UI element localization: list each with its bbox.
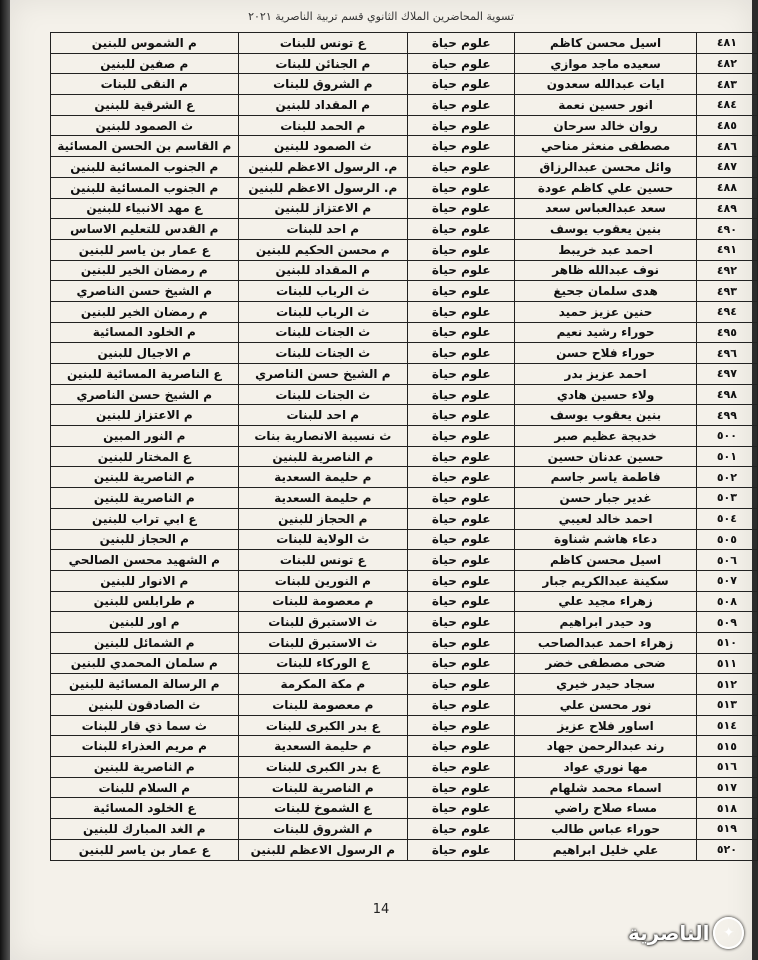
specialization: علوم حياة xyxy=(408,653,515,674)
assigned-school: ث الجنات للبنات xyxy=(238,343,407,364)
table-row xyxy=(51,798,758,819)
specialization: علوم حياة xyxy=(408,219,515,240)
assigned-school: م حليمة السعدية xyxy=(238,467,407,488)
assigned-school: ع بدر الكبرى للبنات xyxy=(238,757,407,778)
previous-school: م الحجاز للبنين xyxy=(51,529,239,550)
table-row xyxy=(51,384,758,405)
assigned-school: م محسن الحكيم للبنين xyxy=(238,239,407,260)
table-row xyxy=(51,757,758,778)
row-number: ٥١٥ xyxy=(696,736,757,757)
row-number: ٤٩٦ xyxy=(696,343,757,364)
table-row xyxy=(51,736,758,757)
table-row xyxy=(51,529,758,550)
previous-school: م الخلود المسائية xyxy=(51,322,239,343)
row-number: ٥٠٩ xyxy=(696,612,757,633)
assigned-school: ث الاستبرق للبنات xyxy=(238,612,407,633)
specialization: علوم حياة xyxy=(408,550,515,571)
specialization: علوم حياة xyxy=(408,529,515,550)
row-number: ٤٩١ xyxy=(696,239,757,260)
assigned-school: م مكة المكرمة xyxy=(238,674,407,695)
row-number: ٤٩٥ xyxy=(696,322,757,343)
assigned-school: م المقداد للبنين xyxy=(238,95,407,116)
binding-shadow xyxy=(0,0,10,960)
previous-school: م الناصرية للبنين xyxy=(51,488,239,509)
specialization: علوم حياة xyxy=(408,715,515,736)
row-number: ٤٩٤ xyxy=(696,301,757,322)
table-row xyxy=(51,343,758,364)
table-row xyxy=(51,695,758,716)
previous-school: م الشموس للبنين xyxy=(51,33,239,54)
specialization: علوم حياة xyxy=(408,239,515,260)
row-number: ٤٨١ xyxy=(696,33,757,54)
assigned-school: م الحجاز للبنين xyxy=(238,508,407,529)
assigned-school: ث الاستبرق للبنات xyxy=(238,632,407,653)
teacher-name: حوراء رشيد نعيم xyxy=(515,322,697,343)
table-row xyxy=(51,591,758,612)
specialization: علوم حياة xyxy=(408,467,515,488)
specialization: علوم حياة xyxy=(408,198,515,219)
teacher-name: هدى سلمان جحيغ xyxy=(515,281,697,302)
row-number: ٤٩٩ xyxy=(696,405,757,426)
assigned-school: م النورين للبنات xyxy=(238,570,407,591)
teacher-name: احمد عزيز بدر xyxy=(515,364,697,385)
specialization: علوم حياة xyxy=(408,757,515,778)
assigned-school: م الشيخ حسن الناصري xyxy=(238,364,407,385)
row-number: ٤٩٣ xyxy=(696,281,757,302)
row-number: ٥٠٤ xyxy=(696,508,757,529)
previous-school: م الناصرية للبنين xyxy=(51,757,239,778)
row-number: ٤٨٣ xyxy=(696,74,757,95)
previous-school: م السلام للبنات xyxy=(51,777,239,798)
teacher-name: مها نوري عواد xyxy=(515,757,697,778)
specialization: علوم حياة xyxy=(408,157,515,178)
teacher-name: حسين عدنان حسين xyxy=(515,446,697,467)
row-number: ٥٠٨ xyxy=(696,591,757,612)
table-row xyxy=(51,715,758,736)
table-row xyxy=(51,819,758,840)
page-header: تسوية المحاضرين الملاك الثانوي قسم تربية الناصرية ٢٠٢١ xyxy=(248,10,514,23)
specialization: علوم حياة xyxy=(408,591,515,612)
assigned-school: ع الوركاء للبنات xyxy=(238,653,407,674)
row-number: ٥١٨ xyxy=(696,798,757,819)
assigned-school: ع بدر الكبرى للبنات xyxy=(238,715,407,736)
specialization: علوم حياة xyxy=(408,798,515,819)
previous-school: ع المختار للبنين xyxy=(51,446,239,467)
row-number: ٥١٣ xyxy=(696,695,757,716)
logo-text: الناصرية xyxy=(628,921,710,945)
teacher-name: ولاء حسين هادي xyxy=(515,384,697,405)
teacher-name: حنين عزيز حميد xyxy=(515,301,697,322)
table-row xyxy=(51,488,758,509)
table-row xyxy=(51,281,758,302)
assigned-school: م الشروق للبنات xyxy=(238,819,407,840)
assigned-school: م الحمد للبنات xyxy=(238,115,407,136)
previous-school: ث الصادقون للبنين xyxy=(51,695,239,716)
row-number: ٤٨٨ xyxy=(696,177,757,198)
teacher-name: وائل محسن عبدالرزاق xyxy=(515,157,697,178)
row-number: ٥١١ xyxy=(696,653,757,674)
row-number: ٤٨٥ xyxy=(696,115,757,136)
specialization: علوم حياة xyxy=(408,33,515,54)
previous-school: م سلمان المحمدي للبنين xyxy=(51,653,239,674)
row-number: ٤٨٩ xyxy=(696,198,757,219)
specialization: علوم حياة xyxy=(408,136,515,157)
table-row xyxy=(51,550,758,571)
table-row xyxy=(51,177,758,198)
teacher-name: سعيده ماجد موازي xyxy=(515,53,697,74)
teacher-name: غدير جبار حسن xyxy=(515,488,697,509)
teacher-name: روان خالد سرحان xyxy=(515,115,697,136)
table-row xyxy=(51,301,758,322)
table-row xyxy=(51,570,758,591)
specialization: علوم حياة xyxy=(408,343,515,364)
specialization: علوم حياة xyxy=(408,384,515,405)
row-number: ٤٩٠ xyxy=(696,219,757,240)
specialization: علوم حياة xyxy=(408,570,515,591)
table-row xyxy=(51,632,758,653)
row-number: ٤٨٤ xyxy=(696,95,757,116)
row-number: ٥٠١ xyxy=(696,446,757,467)
specialization: علوم حياة xyxy=(408,777,515,798)
previous-school: ث الصمود للبنين xyxy=(51,115,239,136)
specialization: علوم حياة xyxy=(408,74,515,95)
table-row xyxy=(51,364,758,385)
table-row xyxy=(51,53,758,74)
assigned-school: م معصومة للبنات xyxy=(238,695,407,716)
previous-school: م رمضان الخير للبنين xyxy=(51,301,239,322)
row-number: ٤٩٧ xyxy=(696,364,757,385)
teacher-name: حسين علي كاظم عودة xyxy=(515,177,697,198)
assigned-school: ع تونس للبنات xyxy=(238,550,407,571)
previous-school: م الجنوب المسائية للبنين xyxy=(51,157,239,178)
teacher-name: علي خليل ابراهيم xyxy=(515,839,697,860)
assigned-school: ع تونس للبنات xyxy=(238,33,407,54)
assigned-school: ث الرباب للبنات xyxy=(238,281,407,302)
row-number: ٥٠٥ xyxy=(696,529,757,550)
table-row xyxy=(51,612,758,633)
table-row xyxy=(51,653,758,674)
specialization: علوم حياة xyxy=(408,281,515,302)
previous-school: م الناصرية للبنين xyxy=(51,467,239,488)
teacher-name: زهراء مجيد علي xyxy=(515,591,697,612)
teacher-name: حوراء فلاح حسن xyxy=(515,343,697,364)
teachers-table-body xyxy=(51,33,758,861)
specialization: علوم حياة xyxy=(408,674,515,695)
row-number: ٥٠٧ xyxy=(696,570,757,591)
row-number: ٤٨٦ xyxy=(696,136,757,157)
assigned-school: م احد للبنات xyxy=(238,219,407,240)
assigned-school: م الرسول الاعظم للبنين xyxy=(238,839,407,860)
specialization: علوم حياة xyxy=(408,301,515,322)
previous-school: ع ابي تراب للبنين xyxy=(51,508,239,529)
previous-school: ع عمار بن ياسر للبنين xyxy=(51,239,239,260)
teacher-name: سعد عبدالعباس سعد xyxy=(515,198,697,219)
table-row xyxy=(51,239,758,260)
previous-school: م مريم العذراء للبنات xyxy=(51,736,239,757)
assigned-school: م حليمة السعدية xyxy=(238,488,407,509)
specialization: علوم حياة xyxy=(408,695,515,716)
assigned-school: ث الجنات للبنات xyxy=(238,322,407,343)
specialization: علوم حياة xyxy=(408,115,515,136)
teacher-name: نوف عبدالله ظاهر xyxy=(515,260,697,281)
previous-school: م الرسالة المسائية للبنين xyxy=(51,674,239,695)
table-row xyxy=(51,839,758,860)
previous-school: م القاسم بن الحسن المسائية xyxy=(51,136,239,157)
row-number: ٥١٧ xyxy=(696,777,757,798)
table-row xyxy=(51,426,758,447)
teacher-name: زهراء احمد عبدالصاحب xyxy=(515,632,697,653)
previous-school: ع الخلود المسائية xyxy=(51,798,239,819)
previous-school: م الغد المبارك للبنين xyxy=(51,819,239,840)
teacher-name: حوراء عباس طالب xyxy=(515,819,697,840)
specialization: علوم حياة xyxy=(408,446,515,467)
teacher-name: بنين يعقوب يوسف xyxy=(515,219,697,240)
table-row xyxy=(51,136,758,157)
document-page xyxy=(10,0,752,960)
assigned-school: م. الرسول الاعظم للبنين xyxy=(238,177,407,198)
logo-emblem-icon: ✦ xyxy=(713,917,744,949)
specialization: علوم حياة xyxy=(408,839,515,860)
table-row xyxy=(51,446,758,467)
specialization: علوم حياة xyxy=(408,95,515,116)
teacher-name: احمد خالد لعيبي xyxy=(515,508,697,529)
previous-school: م القدس للتعليم الاساس xyxy=(51,219,239,240)
row-number: ٥١٠ xyxy=(696,632,757,653)
teacher-name: خديجة عظيم صبر xyxy=(515,426,697,447)
teachers-table xyxy=(50,32,758,861)
table-row xyxy=(51,260,758,281)
previous-school: م صفين للبنين xyxy=(51,53,239,74)
assigned-school: ث الرباب للبنات xyxy=(238,301,407,322)
table-row xyxy=(51,115,758,136)
table-row xyxy=(51,322,758,343)
assigned-school: م حليمة السعدية xyxy=(238,736,407,757)
assigned-school: م الناصرية للبنات xyxy=(238,777,407,798)
previous-school: م الاعتزاز للبنين xyxy=(51,405,239,426)
previous-school: ع عمار بن ياسر للبنين xyxy=(51,839,239,860)
table-row xyxy=(51,777,758,798)
row-number: ٥٠٣ xyxy=(696,488,757,509)
teacher-name: ايات عبدالله سعدون xyxy=(515,74,697,95)
teacher-name: ود حيدر ابراهيم xyxy=(515,612,697,633)
previous-school: م الجنوب المسائية للبنين xyxy=(51,177,239,198)
previous-school: م النور المبين xyxy=(51,426,239,447)
teacher-name: رند عبدالرحمن جهاد xyxy=(515,736,697,757)
specialization: علوم حياة xyxy=(408,508,515,529)
row-number: ٥٠٢ xyxy=(696,467,757,488)
assigned-school: م. الرسول الاعظم للبنين xyxy=(238,157,407,178)
assigned-school: م المقداد للبنين xyxy=(238,260,407,281)
assigned-school: م الجنائن للبنات xyxy=(238,53,407,74)
assigned-school: ع الشموخ للبنات xyxy=(238,798,407,819)
table-row xyxy=(51,467,758,488)
row-number: ٥٢٠ xyxy=(696,839,757,860)
assigned-school: م معصومة للبنات xyxy=(238,591,407,612)
specialization: علوم حياة xyxy=(408,177,515,198)
previous-school: م طرابلس للبنين xyxy=(51,591,239,612)
teacher-name: مصطفى منعثر مناحي xyxy=(515,136,697,157)
specialization: علوم حياة xyxy=(408,364,515,385)
nasiriyah-watermark-logo xyxy=(628,912,744,954)
row-number: ٤٩٨ xyxy=(696,384,757,405)
previous-school: ع الشرقية للبنين xyxy=(51,95,239,116)
specialization: علوم حياة xyxy=(408,426,515,447)
teacher-name: اسماء محمد شلهام xyxy=(515,777,697,798)
teacher-name: انور حسين نعمة xyxy=(515,95,697,116)
assigned-school: م احد للبنات xyxy=(238,405,407,426)
table-row xyxy=(51,198,758,219)
row-number: ٤٩٢ xyxy=(696,260,757,281)
assigned-school: ث الصمود للبنين xyxy=(238,136,407,157)
table-row xyxy=(51,508,758,529)
previous-school: م رمضان الخير للبنين xyxy=(51,260,239,281)
specialization: علوم حياة xyxy=(408,260,515,281)
page-number: 14 xyxy=(372,902,390,917)
table-row xyxy=(51,405,758,426)
teacher-name: احمد عبد خريبط xyxy=(515,239,697,260)
previous-school: م الشهيد محسن الصالحي xyxy=(51,550,239,571)
table-row xyxy=(51,33,758,54)
assigned-school: م الناصرية للبنين xyxy=(238,446,407,467)
previous-school: م الشيخ حسن الناصري xyxy=(51,384,239,405)
teacher-name: ضحى مصطفى خضر xyxy=(515,653,697,674)
row-number: ٥١٤ xyxy=(696,715,757,736)
previous-school: م اور للبنين xyxy=(51,612,239,633)
specialization: علوم حياة xyxy=(408,632,515,653)
teacher-name: سكينة عبدالكريم جبار xyxy=(515,570,697,591)
previous-school: ع مهد الانبياء للبنين xyxy=(51,198,239,219)
row-number: ٥١٢ xyxy=(696,674,757,695)
teacher-name: نور محسن علي xyxy=(515,695,697,716)
teacher-name: مساء صلاح راضي xyxy=(515,798,697,819)
previous-school: ث سما ذي قار للبنات xyxy=(51,715,239,736)
previous-school: م الاجيال للبنين xyxy=(51,343,239,364)
teacher-name: اسيل محسن كاظم xyxy=(515,550,697,571)
specialization: علوم حياة xyxy=(408,322,515,343)
teacher-name: سجاد حيدر خيري xyxy=(515,674,697,695)
specialization: علوم حياة xyxy=(408,736,515,757)
previous-school: م الشيخ حسن الناصري xyxy=(51,281,239,302)
row-number: ٥١٦ xyxy=(696,757,757,778)
teacher-name: اساور فلاح عزيز xyxy=(515,715,697,736)
table-row xyxy=(51,219,758,240)
assigned-school: ث الولاية للبنات xyxy=(238,529,407,550)
row-number: ٥٠٦ xyxy=(696,550,757,571)
assigned-school: ث نسيبة الانصارية بنات xyxy=(238,426,407,447)
specialization: علوم حياة xyxy=(408,819,515,840)
teacher-name: دعاء هاشم شناوة xyxy=(515,529,697,550)
specialization: علوم حياة xyxy=(408,53,515,74)
specialization: علوم حياة xyxy=(408,612,515,633)
teacher-name: بنين يعقوب يوسف xyxy=(515,405,697,426)
row-number: ٥٠٠ xyxy=(696,426,757,447)
table-row xyxy=(51,74,758,95)
assigned-school: م الشروق للبنات xyxy=(238,74,407,95)
previous-school: م الانوار للبنين xyxy=(51,570,239,591)
previous-school: ع الناصرية المسائية للبنين xyxy=(51,364,239,385)
previous-school: م الشمائل للبنين xyxy=(51,632,239,653)
row-number: ٤٨٢ xyxy=(696,53,757,74)
row-number: ٥١٩ xyxy=(696,819,757,840)
table-row xyxy=(51,157,758,178)
table-row xyxy=(51,674,758,695)
row-number: ٤٨٧ xyxy=(696,157,757,178)
previous-school: م النقى للبنات xyxy=(51,74,239,95)
table-row xyxy=(51,95,758,116)
assigned-school: م الاعتزاز للبنين xyxy=(238,198,407,219)
specialization: علوم حياة xyxy=(408,488,515,509)
specialization: علوم حياة xyxy=(408,405,515,426)
assigned-school: ث الجنات للبنات xyxy=(238,384,407,405)
teacher-name: اسيل محسن كاظم xyxy=(515,33,697,54)
teacher-name: فاطمة ياسر جاسم xyxy=(515,467,697,488)
